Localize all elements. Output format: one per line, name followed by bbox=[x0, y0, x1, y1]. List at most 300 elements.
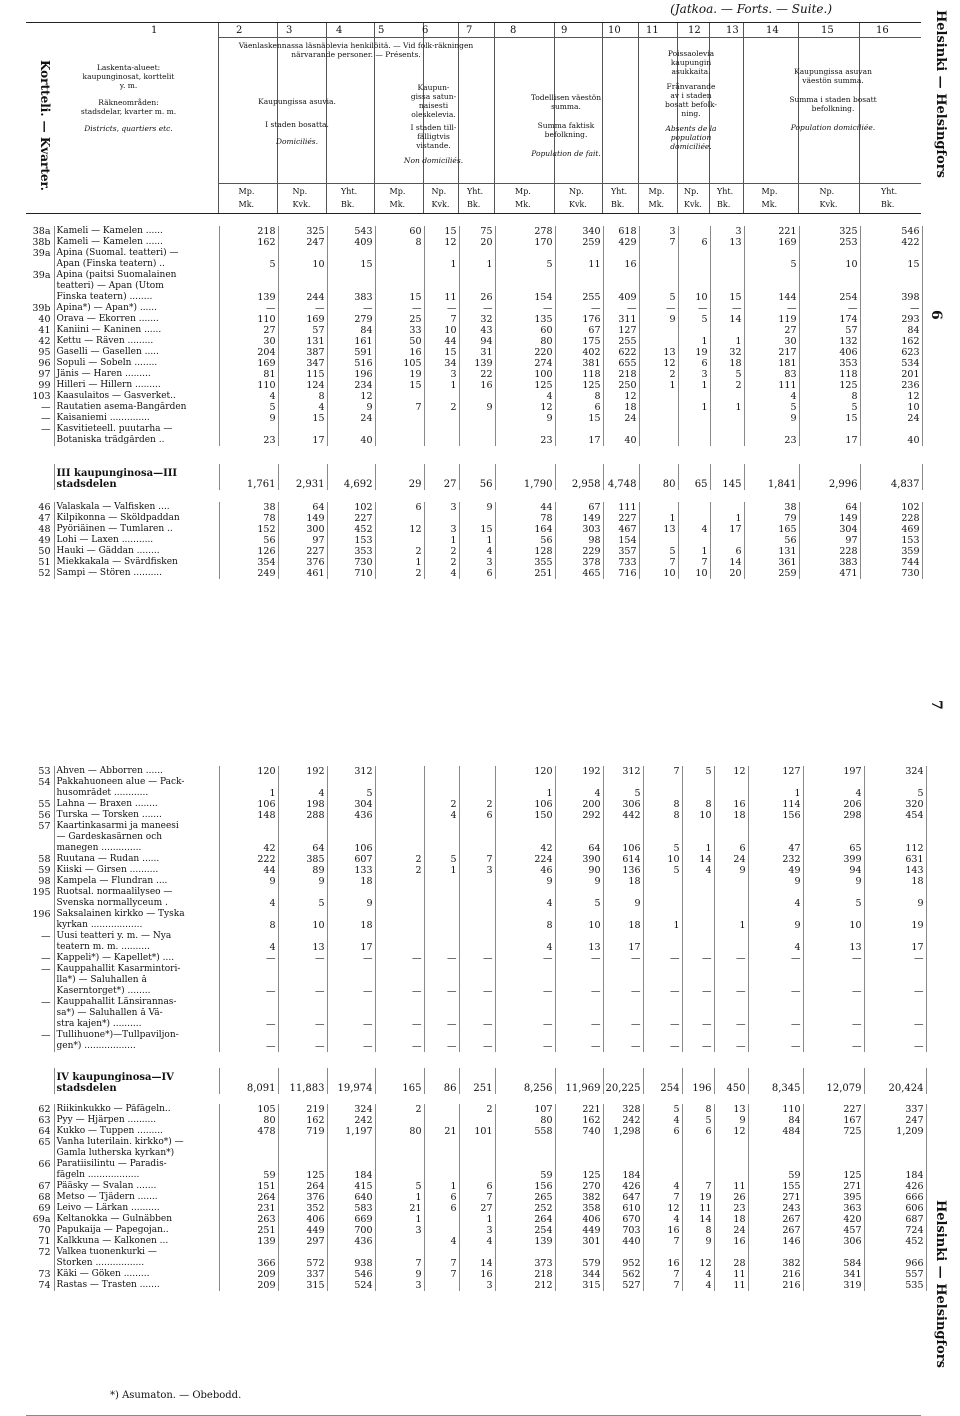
cell-value bbox=[459, 777, 495, 788]
cell-value: 6 bbox=[643, 1126, 682, 1137]
cell-value: 2 bbox=[459, 1104, 495, 1115]
cell-value: 21 bbox=[375, 1203, 424, 1214]
row-name: Apan (Finska teatern) .. bbox=[54, 259, 219, 270]
cell-value: 324 bbox=[864, 766, 926, 777]
cell-value bbox=[327, 1137, 375, 1148]
cell-value bbox=[555, 1030, 603, 1041]
cell-value: 1 bbox=[375, 557, 424, 568]
cell-value: 5 bbox=[744, 259, 799, 270]
cell-value bbox=[424, 1170, 459, 1181]
cell-value bbox=[278, 1137, 327, 1148]
cell-value: 165 bbox=[375, 1068, 424, 1094]
cell-value bbox=[714, 821, 748, 832]
row-name: Uusi teatteri y. m. — Nya bbox=[54, 931, 219, 942]
row-id: 74 bbox=[26, 1280, 54, 1291]
cell-value: 154 bbox=[603, 535, 639, 546]
unit-label: Bk. bbox=[341, 200, 355, 209]
cell-value: 10 bbox=[799, 259, 860, 270]
table-row bbox=[26, 1019, 926, 1030]
cell-value: 107 bbox=[495, 1104, 555, 1115]
cell-value: — bbox=[278, 303, 327, 314]
cell-value bbox=[803, 909, 864, 920]
cell-value: 42 bbox=[495, 843, 555, 854]
cell-value: — bbox=[219, 303, 278, 314]
row-id: 97 bbox=[26, 369, 54, 380]
cell-value: — bbox=[327, 953, 375, 964]
cell-value bbox=[219, 1030, 278, 1041]
row-name: Kiiski — Girsen .......... bbox=[54, 865, 219, 876]
row-name: Kasvitieteell. puutarha — bbox=[54, 424, 219, 435]
cell-value: 274 bbox=[495, 358, 555, 369]
cell-value bbox=[424, 391, 459, 402]
cell-value: 259 bbox=[555, 237, 603, 248]
cell-value: 221 bbox=[555, 1104, 603, 1115]
cell-value: 139 bbox=[219, 1236, 278, 1247]
row-name: Storken ................. bbox=[54, 1258, 219, 1269]
cell-value: 21 bbox=[424, 1126, 459, 1137]
cell-value: 733 bbox=[603, 557, 639, 568]
row-id: — bbox=[26, 402, 54, 413]
cell-value: 8 bbox=[799, 391, 860, 402]
cell-value: 2,958 bbox=[555, 464, 603, 490]
row-name: gen*) .................. bbox=[54, 1041, 219, 1052]
table-row bbox=[26, 270, 922, 281]
cell-value bbox=[459, 975, 495, 986]
cell-value: 150 bbox=[495, 810, 555, 821]
cell-value: 120 bbox=[495, 766, 555, 777]
cell-value: 8 bbox=[682, 1104, 714, 1115]
cell-value bbox=[327, 832, 375, 843]
row-name: Kameli — Kamelen ...... bbox=[54, 237, 219, 248]
cell-value: 355 bbox=[495, 557, 555, 568]
cell-value: 13 bbox=[639, 524, 678, 535]
cell-value bbox=[643, 1170, 682, 1181]
cell-value: 4 bbox=[495, 898, 555, 909]
cell-value: 13 bbox=[278, 942, 327, 953]
row-name: Kaniini — Kaninen ...... bbox=[54, 325, 219, 336]
cell-value: 2 bbox=[424, 799, 459, 810]
cell-value: 442 bbox=[603, 810, 643, 821]
cell-value bbox=[555, 975, 603, 986]
cell-value: 139 bbox=[495, 1236, 555, 1247]
cell-value bbox=[424, 876, 459, 887]
cell-value bbox=[375, 766, 424, 777]
cell-value: 1 bbox=[424, 380, 459, 391]
cell-value: 139 bbox=[219, 292, 278, 303]
cell-value bbox=[278, 821, 327, 832]
cell-value: 136 bbox=[603, 865, 643, 876]
unit-label: Kvk. bbox=[431, 200, 450, 209]
cell-value bbox=[219, 281, 278, 292]
cell-value bbox=[459, 248, 495, 259]
cell-value: 449 bbox=[555, 1225, 603, 1236]
cell-value: 152 bbox=[219, 524, 278, 535]
cell-value bbox=[375, 1115, 424, 1126]
cell-value: — bbox=[643, 1041, 682, 1052]
cell-value bbox=[327, 1159, 375, 1170]
cell-value bbox=[714, 1148, 748, 1159]
cell-value: 174 bbox=[799, 314, 860, 325]
cell-value bbox=[278, 1148, 327, 1159]
cell-value: — bbox=[495, 1041, 555, 1052]
cell-value: 1 bbox=[678, 380, 710, 391]
cell-value bbox=[327, 424, 375, 435]
cell-value bbox=[424, 413, 459, 424]
cell-value: 9 bbox=[495, 876, 555, 887]
row-id: 71 bbox=[26, 1236, 54, 1247]
cell-value: 452 bbox=[327, 524, 375, 535]
cell-value: 15 bbox=[424, 226, 459, 237]
cell-value: 6 bbox=[424, 1203, 459, 1214]
cell-value: 12 bbox=[714, 766, 748, 777]
cell-value: 154 bbox=[495, 292, 555, 303]
cell-value: 149 bbox=[799, 513, 860, 524]
cell-value: 12 bbox=[643, 1203, 682, 1214]
table-row bbox=[26, 909, 926, 920]
cell-value bbox=[639, 413, 678, 424]
cell-value: 279 bbox=[327, 314, 375, 325]
cell-value: 33 bbox=[375, 325, 424, 336]
cell-value: 7 bbox=[639, 557, 678, 568]
cell-value: 631 bbox=[864, 854, 926, 865]
cell-value: 81 bbox=[219, 369, 278, 380]
cell-value: 59 bbox=[495, 1170, 555, 1181]
unit-label: Np. bbox=[819, 187, 835, 196]
table-row bbox=[26, 303, 922, 314]
cell-value: 169 bbox=[278, 314, 327, 325]
cell-value bbox=[678, 270, 710, 281]
absents-header: Poissaolevia kaupungin asukkaita. Frånvarande av i staden bosatt befolk- ning. Absents de la population domiciliée. bbox=[665, 49, 717, 151]
cell-value: 46 bbox=[495, 865, 555, 876]
cell-value bbox=[714, 909, 748, 920]
cell-value: 4 bbox=[459, 1236, 495, 1247]
table-row bbox=[26, 799, 926, 810]
cell-value: 18 bbox=[327, 876, 375, 887]
cell-value: 304 bbox=[327, 799, 375, 810]
cell-value: 390 bbox=[555, 854, 603, 865]
cell-value: — bbox=[424, 1041, 459, 1052]
row-id: 51 bbox=[26, 557, 54, 568]
table-row bbox=[26, 810, 926, 821]
cell-value bbox=[643, 1008, 682, 1019]
cell-value bbox=[459, 832, 495, 843]
footnote: *) Asumaton. — Obebodd. bbox=[110, 1390, 242, 1401]
row-id bbox=[26, 1258, 54, 1269]
cell-value bbox=[555, 1247, 603, 1258]
cell-value: 385 bbox=[278, 854, 327, 865]
cell-value bbox=[424, 435, 459, 446]
unit-label: Bk. bbox=[611, 200, 625, 209]
cell-value: 478 bbox=[219, 1126, 278, 1137]
cell-value bbox=[327, 821, 375, 832]
row-name: Leivo — Lärkan .......... bbox=[54, 1203, 219, 1214]
cell-value bbox=[375, 997, 424, 1008]
row-id bbox=[26, 464, 54, 490]
cell-value: 6 bbox=[682, 1126, 714, 1137]
cell-value: 301 bbox=[555, 1236, 603, 1247]
cell-value bbox=[603, 832, 643, 843]
cell-value: 20 bbox=[459, 237, 495, 248]
cell-value bbox=[459, 391, 495, 402]
cell-value bbox=[327, 964, 375, 975]
cell-value: 5 bbox=[710, 369, 744, 380]
cell-value: 161 bbox=[327, 336, 375, 347]
cell-value: 56 bbox=[495, 535, 555, 546]
cell-value: 242 bbox=[603, 1115, 643, 1126]
cell-value: 11 bbox=[682, 1203, 714, 1214]
cell-value bbox=[682, 788, 714, 799]
cell-value: 4 bbox=[748, 942, 803, 953]
cell-value bbox=[278, 1247, 327, 1258]
row-name: kyrkan .................. bbox=[54, 920, 219, 931]
cell-value: 18 bbox=[710, 358, 744, 369]
table-row bbox=[26, 920, 926, 931]
cell-value: 13 bbox=[710, 237, 744, 248]
cell-value: — bbox=[803, 986, 864, 997]
cell-value bbox=[375, 1159, 424, 1170]
cell-value: 44 bbox=[495, 502, 555, 513]
cell-value bbox=[744, 270, 799, 281]
cell-value: 17 bbox=[278, 435, 327, 446]
table-row bbox=[26, 1203, 926, 1214]
cell-value: 10 bbox=[682, 810, 714, 821]
cell-value: 383 bbox=[327, 292, 375, 303]
cell-value: 196 bbox=[327, 369, 375, 380]
cell-value: 347 bbox=[278, 358, 327, 369]
cell-value: 546 bbox=[860, 226, 922, 237]
cell-value: 293 bbox=[860, 314, 922, 325]
cell-value bbox=[710, 248, 744, 259]
cell-value bbox=[643, 942, 682, 953]
cell-value: — bbox=[639, 303, 678, 314]
cell-value: 9 bbox=[459, 502, 495, 513]
cell-value: 24 bbox=[714, 1225, 748, 1236]
cell-value bbox=[459, 898, 495, 909]
cell-value: 209 bbox=[219, 1280, 278, 1291]
row-name: Gaselli — Gasellen ..... bbox=[54, 347, 219, 358]
cell-value bbox=[495, 964, 555, 975]
cell-value bbox=[424, 788, 459, 799]
cell-value bbox=[278, 964, 327, 975]
cell-value bbox=[864, 1148, 926, 1159]
cell-value: 353 bbox=[327, 546, 375, 557]
cell-value: 378 bbox=[555, 557, 603, 568]
cell-value: 440 bbox=[603, 1236, 643, 1247]
cell-value: 148 bbox=[219, 810, 278, 821]
unit-label: Mp. bbox=[761, 187, 778, 196]
table-row bbox=[26, 1137, 926, 1148]
row-name: Metso — Tjädern ....... bbox=[54, 1192, 219, 1203]
cell-value: 4 bbox=[495, 391, 555, 402]
row-name: Rautatien asema-Bangården bbox=[54, 402, 219, 413]
cell-value bbox=[864, 931, 926, 942]
cell-value: 255 bbox=[603, 336, 639, 347]
cell-value: 252 bbox=[495, 1203, 555, 1214]
cell-value: 234 bbox=[327, 380, 375, 391]
unit-label: Np. bbox=[684, 187, 699, 196]
cell-value bbox=[495, 997, 555, 1008]
row-id: 64 bbox=[26, 1126, 54, 1137]
row-name: teatteri) — Apan (Utom bbox=[54, 281, 219, 292]
cell-value: 156 bbox=[748, 810, 803, 821]
cell-value bbox=[682, 1148, 714, 1159]
table-row bbox=[26, 1247, 926, 1258]
cell-value: 162 bbox=[278, 1115, 327, 1126]
cell-value: — bbox=[803, 1041, 864, 1052]
cell-value: 10 bbox=[278, 920, 327, 931]
cell-value bbox=[678, 226, 710, 237]
cell-value bbox=[327, 248, 375, 259]
cell-value: 1 bbox=[643, 920, 682, 931]
row-name: Sampi — Stören .......... bbox=[54, 568, 219, 579]
unit-label: Mp. bbox=[389, 187, 406, 196]
cell-value bbox=[327, 909, 375, 920]
cell-value: 5 bbox=[219, 259, 278, 270]
cell-value bbox=[714, 964, 748, 975]
cell-value: 18 bbox=[603, 876, 643, 887]
cell-value bbox=[278, 424, 327, 435]
cell-value: 114 bbox=[748, 799, 803, 810]
cell-value: 131 bbox=[744, 546, 799, 557]
row-name: Ruotsal. normaalilyseo — bbox=[54, 887, 219, 898]
cell-value bbox=[375, 248, 424, 259]
cell-value bbox=[327, 777, 375, 788]
cell-value: 16 bbox=[714, 799, 748, 810]
population-de-fait-header: Todellisen väestön summa. Summa faktisk befolkning. Population de fait. bbox=[530, 93, 602, 158]
cell-value: 4 bbox=[678, 524, 710, 535]
row-id: — bbox=[26, 424, 54, 435]
cell-value: 4 bbox=[643, 1115, 682, 1126]
cell-value: 149 bbox=[555, 513, 603, 524]
row-id: 56 bbox=[26, 810, 54, 821]
cell-value: 4 bbox=[748, 898, 803, 909]
cell-value: 5 bbox=[495, 259, 555, 270]
table-row bbox=[26, 435, 922, 446]
cell-value bbox=[375, 876, 424, 887]
cell-value bbox=[219, 975, 278, 986]
cell-value bbox=[799, 424, 860, 435]
cell-value: 623 bbox=[860, 347, 922, 358]
table-row bbox=[26, 887, 926, 898]
cell-value bbox=[748, 1030, 803, 1041]
cell-value: 4 bbox=[682, 1280, 714, 1291]
row-id: 41 bbox=[26, 325, 54, 336]
side-label-right-bottom: Helsinki — Helsingfors bbox=[933, 1200, 948, 1368]
cell-value bbox=[219, 1148, 278, 1159]
cell-value: 97 bbox=[278, 535, 327, 546]
row-name: Pyy — Hjärpen .......... bbox=[54, 1115, 219, 1126]
cell-value: 2 bbox=[424, 546, 459, 557]
cell-value bbox=[748, 887, 803, 898]
cell-value bbox=[495, 270, 555, 281]
cell-value: 622 bbox=[603, 347, 639, 358]
cell-value bbox=[424, 1280, 459, 1291]
cell-value: 9 bbox=[803, 876, 864, 887]
cell-value: 5 bbox=[639, 546, 678, 557]
row-name: Jänis — Haren ......... bbox=[54, 369, 219, 380]
cell-value: — bbox=[219, 1041, 278, 1052]
row-name: husområdet ............ bbox=[54, 788, 219, 799]
cell-value: 9 bbox=[495, 413, 555, 424]
cell-value bbox=[710, 535, 744, 546]
cell-value: 265 bbox=[495, 1192, 555, 1203]
cell-value: 79 bbox=[744, 513, 799, 524]
cell-value bbox=[639, 535, 678, 546]
cell-value: 165 bbox=[744, 524, 799, 535]
table-row bbox=[26, 413, 922, 424]
cell-value: 26 bbox=[459, 292, 495, 303]
cell-value: 700 bbox=[327, 1225, 375, 1236]
group-presence-header: Väenlaskennassa läsnäolevia henkilöitä. — Vid folk-räkningen närvarande personer. — Présents. bbox=[238, 41, 474, 59]
unit-label: Bk. bbox=[467, 200, 481, 209]
cell-value: 3 bbox=[459, 557, 495, 568]
cell-value bbox=[603, 1030, 643, 1041]
cell-value: 298 bbox=[803, 810, 864, 821]
cell-value bbox=[327, 931, 375, 942]
cell-value: 78 bbox=[495, 513, 555, 524]
row-id bbox=[26, 281, 54, 292]
cell-value: 19 bbox=[678, 347, 710, 358]
unit-label: Mp. bbox=[238, 187, 255, 196]
cell-value bbox=[327, 281, 375, 292]
cell-value: 1 bbox=[710, 513, 744, 524]
table-section-a bbox=[26, 226, 923, 579]
cell-value bbox=[710, 391, 744, 402]
cell-value bbox=[459, 435, 495, 446]
unit-label: Np. bbox=[431, 187, 447, 196]
row-id bbox=[26, 1008, 54, 1019]
cell-value: 1,209 bbox=[864, 1126, 926, 1137]
cell-value: 106 bbox=[603, 843, 643, 854]
cell-value bbox=[803, 964, 864, 975]
cell-value: 164 bbox=[495, 524, 555, 535]
cell-value bbox=[459, 997, 495, 1008]
unit-label: Np. bbox=[292, 187, 308, 196]
cell-value: 297 bbox=[278, 1236, 327, 1247]
row-name: Orava — Ekorren ....... bbox=[54, 314, 219, 325]
cell-value bbox=[495, 931, 555, 942]
cell-value: 7 bbox=[375, 402, 424, 413]
cell-value bbox=[278, 909, 327, 920]
cell-value: — bbox=[327, 1019, 375, 1030]
row-id: 54 bbox=[26, 777, 54, 788]
cell-value bbox=[375, 964, 424, 975]
table-row bbox=[26, 1159, 926, 1170]
cell-value bbox=[639, 435, 678, 446]
cell-value bbox=[375, 821, 424, 832]
cell-value bbox=[555, 832, 603, 843]
cell-value: 9 bbox=[714, 1115, 748, 1126]
cell-value bbox=[219, 1247, 278, 1258]
cell-value bbox=[803, 1008, 864, 1019]
row-id bbox=[26, 1148, 54, 1159]
cell-value: 8 bbox=[643, 799, 682, 810]
cell-value bbox=[219, 1008, 278, 1019]
cell-value bbox=[603, 887, 643, 898]
cell-value bbox=[714, 1247, 748, 1258]
cell-value bbox=[555, 909, 603, 920]
cell-value: 1 bbox=[710, 402, 744, 413]
cell-value bbox=[375, 788, 424, 799]
cell-value: 115 bbox=[278, 369, 327, 380]
cell-value bbox=[375, 513, 424, 524]
cell-value bbox=[603, 1159, 643, 1170]
cell-value: 7 bbox=[459, 1192, 495, 1203]
cell-value: 534 bbox=[860, 358, 922, 369]
cell-value: 125 bbox=[495, 380, 555, 391]
cell-value bbox=[424, 942, 459, 953]
cell-value bbox=[459, 876, 495, 887]
